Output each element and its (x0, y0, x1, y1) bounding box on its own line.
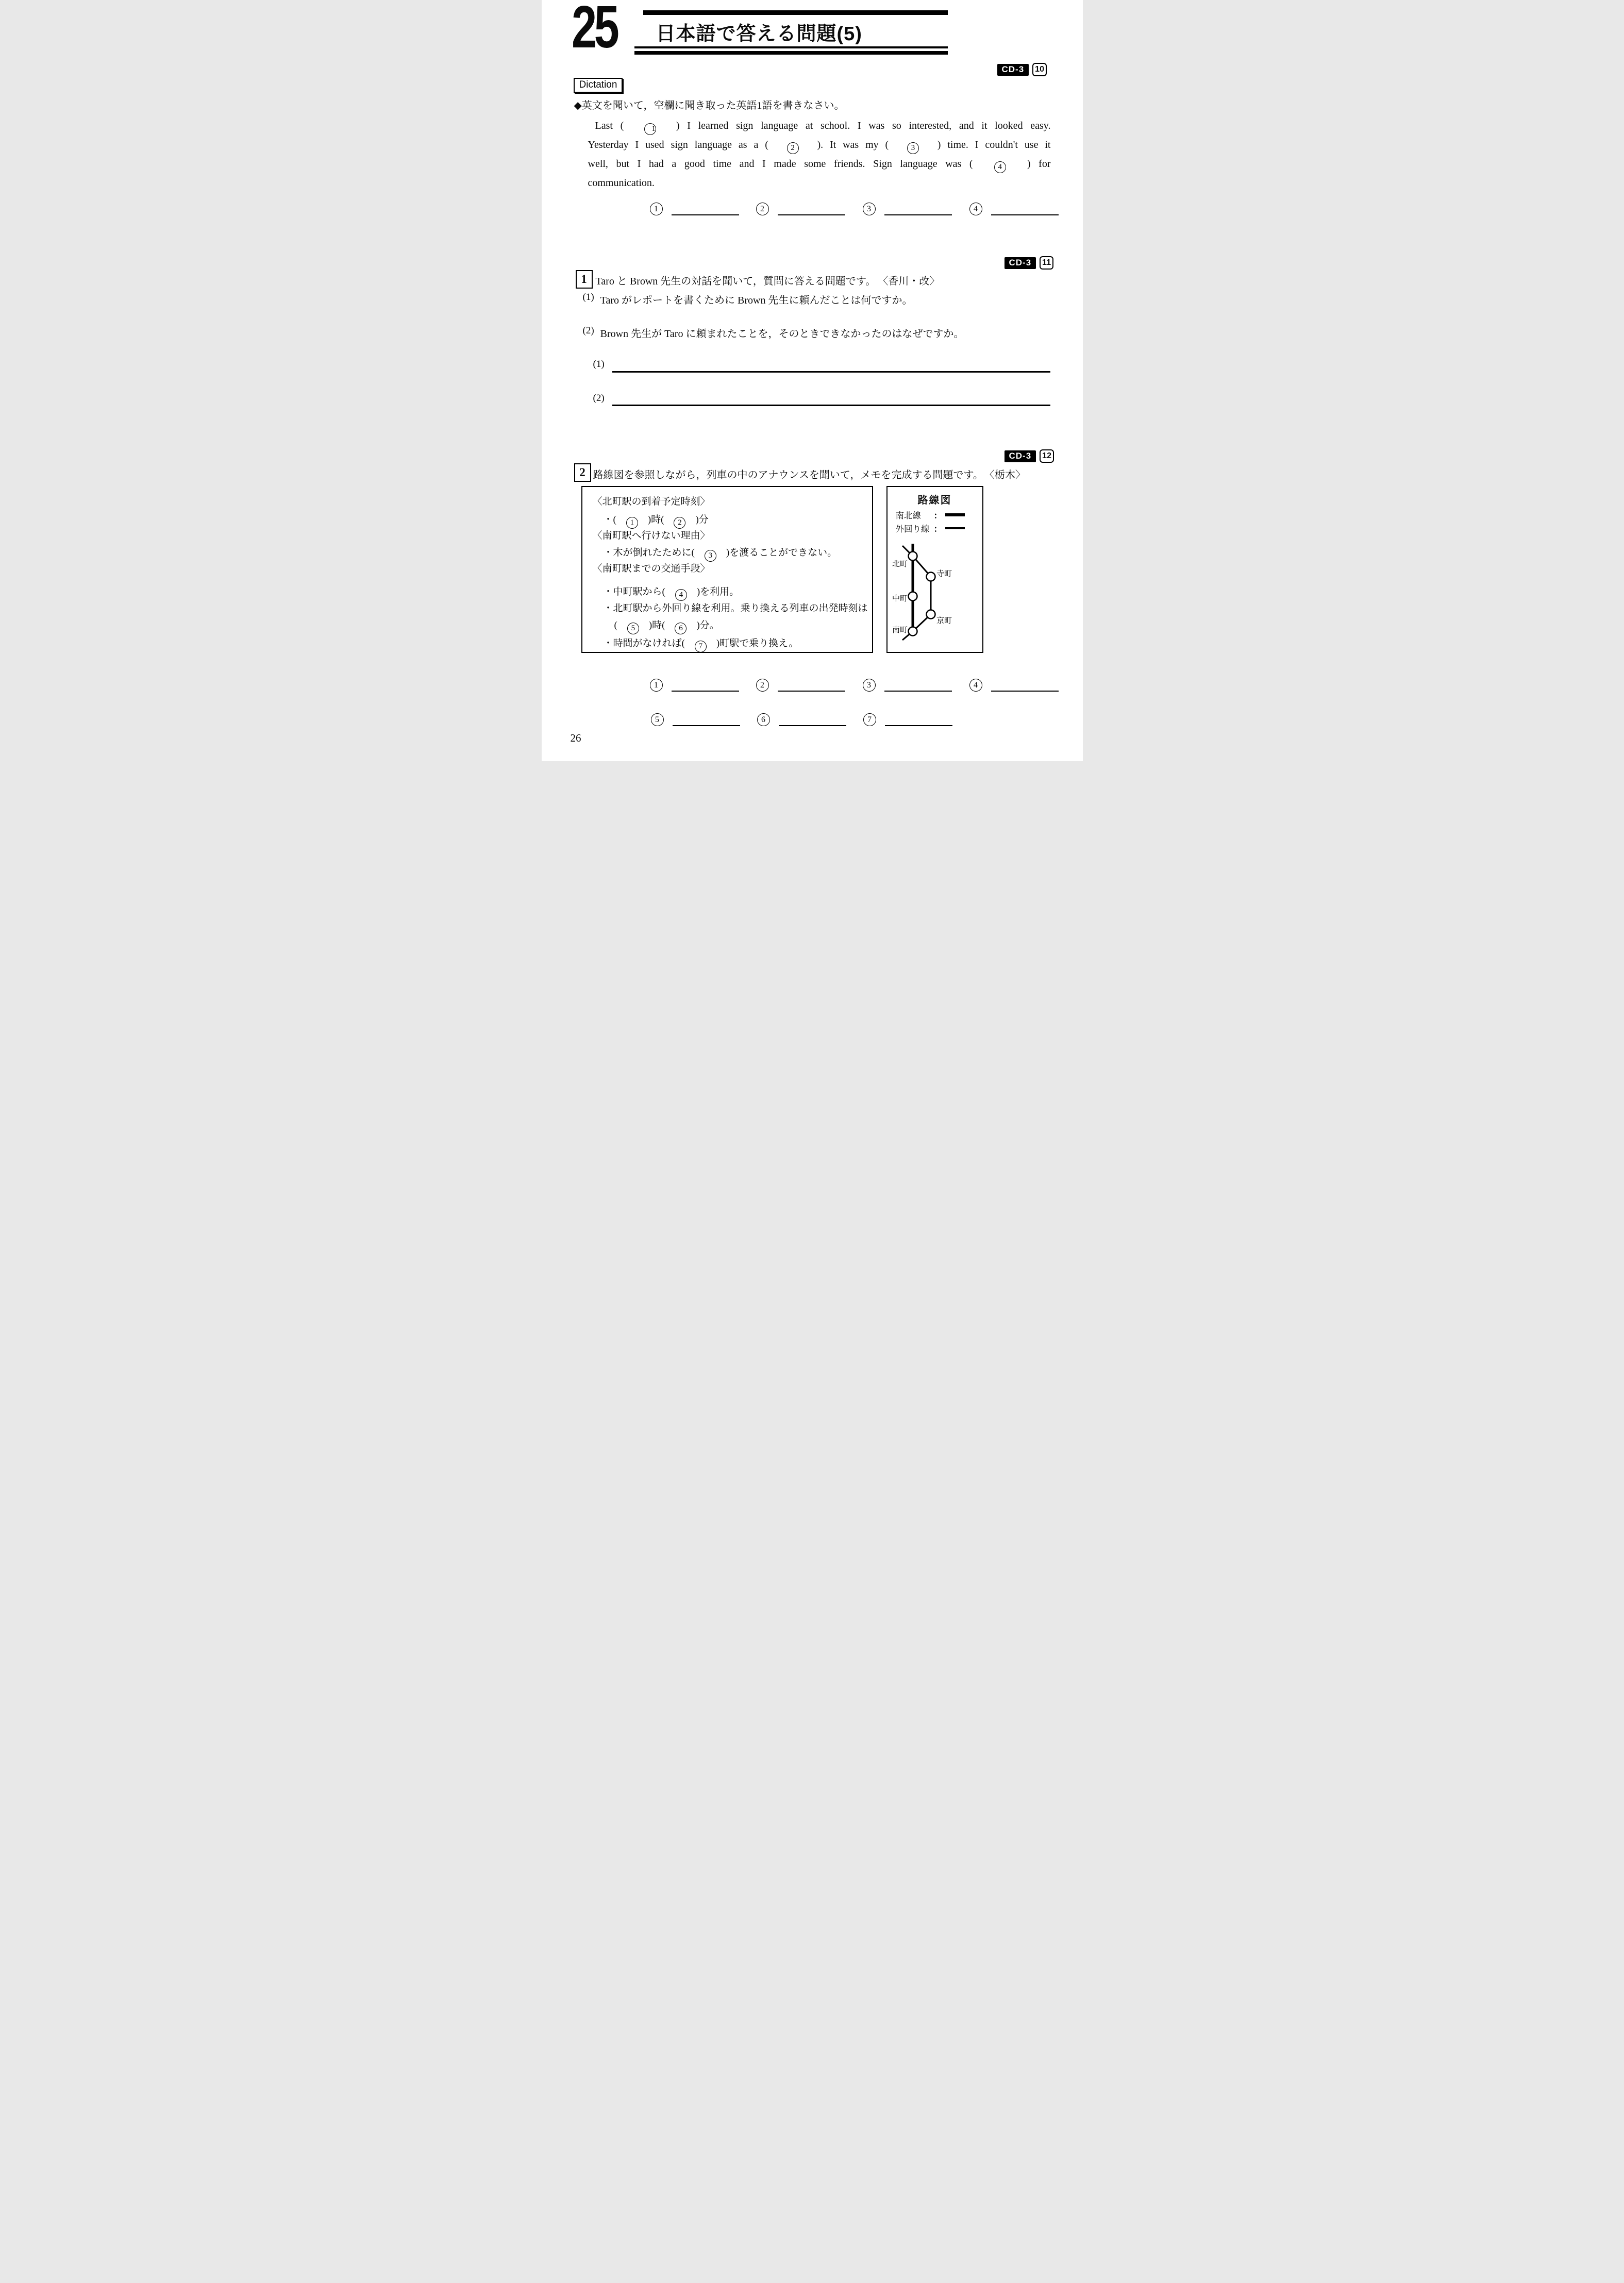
memo-line: ・木が倒れたために( 3 )を渡ることができない。 (604, 545, 838, 562)
sub-question-label: (1) (582, 292, 594, 303)
circled-number: 4 (969, 679, 982, 692)
question1-sub1 (583, 292, 913, 307)
station-circle-kyomachi (926, 610, 935, 619)
circled-number: 2 (756, 203, 769, 215)
q2-answer-blank-6 (757, 713, 846, 726)
blank-number (651, 713, 664, 726)
passage-line: Last ( 1 ) I learned sign language at school. I was so interested, and it looked easy. (588, 116, 1051, 136)
route-map-diagram (888, 537, 982, 651)
memo-line: ・( 1 )時( 2 )分 (604, 512, 709, 529)
passage-line: well, but I had a good time and I made some friends. Sign language was ( 4 ) for (588, 155, 1051, 174)
cd-track-number: 11 (1040, 256, 1053, 270)
legend-name: 外回り線 (895, 524, 930, 534)
blank-line (884, 679, 952, 692)
blank-number (757, 713, 770, 726)
route-map-title: 路線図 (917, 495, 952, 506)
circled-number: 1 (644, 123, 656, 135)
dictation-answer-blank-4 (969, 203, 1059, 215)
q2-answer-blank-5 (651, 713, 740, 726)
q2-answer-blank-1 (650, 679, 739, 692)
station-label-minamimachi: 南町 (892, 626, 908, 634)
page-title: 日本語で答える問題(5) (656, 23, 862, 45)
circled-number: 5 (627, 623, 639, 634)
q2-answer-blank-7 (863, 713, 952, 726)
memo-line: ・中町駅から( 4 )を利用。 (604, 584, 740, 601)
page-number: 26 (570, 732, 581, 744)
question1-prompt: Taro と Brown 先生の対話を聞いて，質問に答える問題です。 (595, 276, 876, 287)
memo-line: 〈南町駅へ行けない理由〉 (592, 530, 710, 541)
dictation-answer-blank-2 (756, 203, 845, 215)
header-rule-thin (634, 46, 948, 48)
memo-line: ・北町駅から外回り線を利用。乗り換える列車の出発時刻は (603, 603, 868, 614)
cd-track-number: 12 (1040, 449, 1054, 463)
nanboku-line-sample (945, 513, 965, 516)
circled-number: 4 (675, 589, 687, 601)
answer-line2-label: (2) (593, 393, 605, 404)
blank-line (673, 713, 740, 726)
blank-number (863, 203, 876, 215)
circled-number: 2 (756, 679, 769, 692)
memo-line: 〈南町駅までの交通手段〉 (592, 563, 710, 574)
question1-sub2 (583, 325, 964, 340)
question2-prompt: 路線図を参照しながら，列車の中のアナウンスを聞いて，メモを完成する問題です。 (593, 469, 983, 481)
question2-prompt-row (593, 466, 1026, 481)
question2-source: 〈栃木〉 (989, 469, 1026, 481)
sotomawari-line-sample (945, 527, 965, 529)
blank-line (778, 679, 845, 692)
station-label-kitamachi: 北町 (892, 560, 908, 568)
station-label-kyomachi: 京町 (936, 617, 952, 625)
station-circle-nakamachi (908, 592, 917, 601)
route-map-box (886, 486, 983, 653)
answer-line1-label: (1) (593, 359, 605, 370)
question1-prompt-row (596, 273, 940, 288)
blank-number (863, 713, 876, 726)
station-circle-teramachi (926, 573, 935, 581)
blank-number (650, 203, 663, 215)
memo-line: ( 5 )時( 6 )分。 (614, 617, 719, 634)
section-number: 2 (574, 463, 591, 482)
circled-number: 1 (650, 679, 663, 692)
station-label-nakamachi: 中町 (892, 595, 908, 603)
question2-number-box (574, 463, 591, 482)
cd-label: CD-3 (1004, 450, 1036, 462)
circled-number: 3 (907, 142, 919, 154)
legend-row-sotomawari (896, 522, 965, 534)
legend-colon: ： (933, 524, 942, 534)
station-label-teramachi: 寺町 (936, 570, 952, 578)
blank-line (779, 713, 846, 726)
header-rule-thick (634, 51, 948, 55)
cd-badge-question1 (1004, 256, 1054, 270)
dictation-answer-blank-1 (650, 203, 739, 215)
sub-question-label: (2) (582, 325, 594, 336)
sub-question-text: Taro がレポートを書くために Brown 先生に頼んだことは何ですか。 (600, 295, 913, 306)
circled-number: 3 (705, 550, 716, 562)
circled-number: 4 (969, 203, 982, 215)
circled-number: 6 (757, 713, 770, 726)
cd-track-number: 10 (1032, 63, 1047, 76)
station-circle-minamimachi (908, 627, 917, 636)
circled-number: 7 (695, 641, 707, 652)
legend-row-nanboku (896, 509, 965, 521)
legend-colon: ： (933, 511, 942, 521)
section-number: 1 (576, 270, 593, 289)
circled-number: 1 (626, 517, 638, 529)
blank-number (756, 679, 769, 692)
circled-number: 7 (863, 713, 876, 726)
circled-number: 6 (675, 623, 687, 634)
blank-line (991, 203, 1059, 215)
q2-answer-blank-2 (756, 679, 845, 692)
circled-number: 1 (650, 203, 663, 215)
blank-number (863, 679, 876, 692)
blank-number (969, 203, 982, 215)
blank-line (672, 679, 739, 692)
blank-line (778, 203, 845, 215)
memo-box (581, 486, 873, 653)
circled-number: 3 (863, 203, 876, 215)
memo-line: 〈北町駅の到着予定時刻〉 (592, 496, 710, 507)
blank-line (885, 713, 952, 726)
blank-number (650, 679, 663, 692)
blank-line (672, 203, 739, 215)
cd-label: CD-3 (1004, 257, 1036, 269)
question1-number-box (576, 270, 593, 289)
answer-line2-rule (612, 390, 1050, 406)
passage-line: Yesterday I used sign language as a ( 2 ). It was my ( 3 ) time. I couldn't use it (588, 136, 1051, 155)
legend-name: 南北線 (895, 511, 921, 521)
worksheet-page (542, 0, 1083, 761)
dictation-answer-blank-3 (863, 203, 952, 215)
passage-line: communication. (588, 177, 655, 189)
circled-number: 2 (787, 142, 799, 154)
cd-badge-question2 (1004, 449, 1054, 463)
blank-line (991, 679, 1059, 692)
dictation-instruction: ◆英文を聞いて，空欄に聞き取った英語1語を書きなさい。 (574, 100, 845, 111)
circled-number: 4 (994, 161, 1006, 173)
dictation-passage (588, 116, 1051, 193)
dictation-label: Dictation (574, 78, 623, 93)
blank-number (756, 203, 769, 215)
answer-line1-rule (612, 357, 1050, 373)
q2-answer-blank-3 (863, 679, 952, 692)
station-circle-kitamachi (908, 552, 917, 561)
circled-number: 2 (674, 517, 685, 529)
circled-number: 5 (651, 713, 664, 726)
lesson-number: 25 (571, 0, 616, 60)
sub-question-text: Brown 先生が Taro に頼まれたことを，そのときできなかったのはなぜですか。 (600, 328, 964, 340)
memo-line: ・時間がなければ( 7 )町駅で乗り換え。 (604, 635, 799, 652)
blank-line (884, 203, 952, 215)
question1-source: 〈香川・改〉 (883, 276, 940, 287)
cd-badge-dictation (997, 63, 1047, 76)
cd-label: CD-3 (997, 64, 1029, 76)
q2-answer-blank-4 (969, 679, 1059, 692)
header-top-bar (643, 10, 948, 15)
blank-number (969, 679, 982, 692)
circled-number: 3 (863, 679, 876, 692)
